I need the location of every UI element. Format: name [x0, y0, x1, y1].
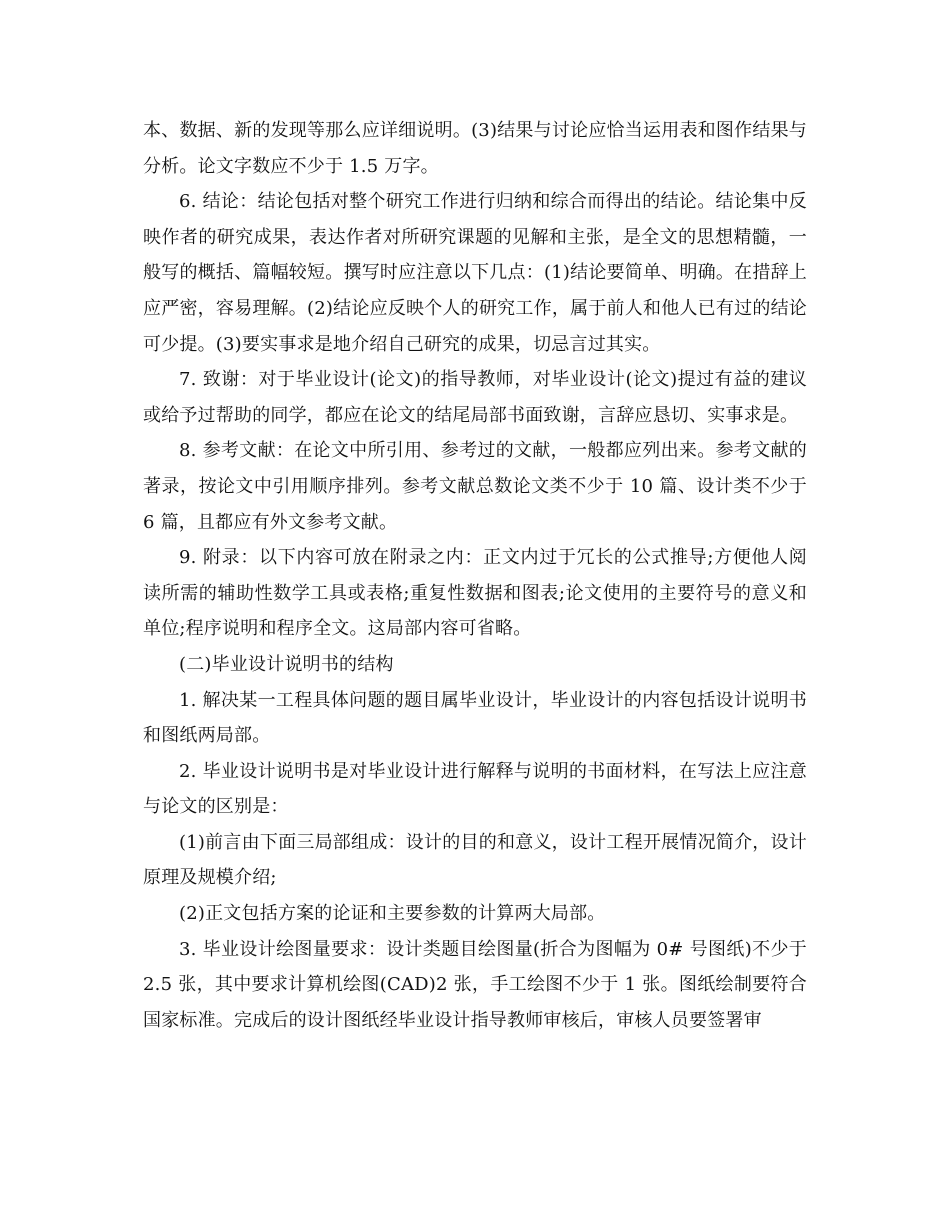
document-body — [143, 113, 807, 1038]
paragraph-acknowledgements: 7. 致谢：对于毕业设计(论文)的指导教师，对毕业设计(论文)提过有益的建议或给予过帮助的同学，都应在论文的结尾局部书面致谢，言辞应恳切、实事求是。 — [143, 369, 807, 426]
paragraph-design-item-3: 3. 毕业设计绘图量要求：设计类题目绘图量(折合为图幅为 0# 号图纸)不少于 2.5 张，其中要求计算机绘图(CAD)2 张，手工绘图不少于 1 张。图纸绘制要符合国家标准。完成后的设计图纸经毕业设计指导教师审核后，审核人员要签署审 — [143, 938, 807, 1031]
paragraph-appendix: 9. 附录：以下内容可放在附录之内：正文内过于冗长的公式推导;方便他人阅读所需的辅助性数学工具或表格;重复性数据和图表;论文使用的主要符号的意义和单位;程序说明和程序全文。这局部内容可省略。 — [143, 547, 807, 640]
paragraph-references: 8. 参考文献：在论文中所引用、参考过的文献，一般都应列出来。参考文献的著录，按论文中引用顺序排列。参考文献总数论文类不少于 10 篇、设计类不少于 6 篇，且都应有外文参考文献。 — [143, 440, 807, 533]
paragraph-conclusion: 6. 结论：结论包括对整个研究工作进行归纳和综合而得出的结论。结论集中反映作者的研究成果，表达作者对所研究课题的见解和主张，是全文的思想精髓，一般写的概括、篇幅较短。撰写时应注意以下几点：(1)结论要简单、明确。在措辞上应严密，容易理解。(2)结论应反映个人的研究工作，属于前人和他人已有过的结论可少提。(3)要实事求是地介绍自己研究的成果，切忌言过其实。 — [143, 191, 807, 355]
section-heading-design-structure: (二)毕业设计说明书的结构 — [179, 653, 394, 675]
paragraph-design-item-2: 2. 毕业设计说明书是对毕业设计进行解释与说明的书面材料，在写法上应注意与论文的区别是： — [143, 760, 807, 818]
paragraph-results-continued: 本、数据、新的发现等那么应详细说明。(3)结果与讨论应恰当运用表和图作结果与分析。论文字数应不少于 1.5 万字。 — [143, 120, 807, 177]
paragraph-design-item-1: 1. 解决某一工程具体问题的题目属毕业设计，毕业设计的内容包括设计说明书和图纸两局部。 — [143, 689, 807, 747]
paragraph-design-subitem-2: (2)正文包括方案的论证和主要参数的计算两大局部。 — [179, 903, 606, 925]
paragraph-design-subitem-1: (1)前言由下面三局部组成：设计的目的和意义，设计工程开展情况简介，设计原理及规模介绍; — [143, 831, 807, 889]
